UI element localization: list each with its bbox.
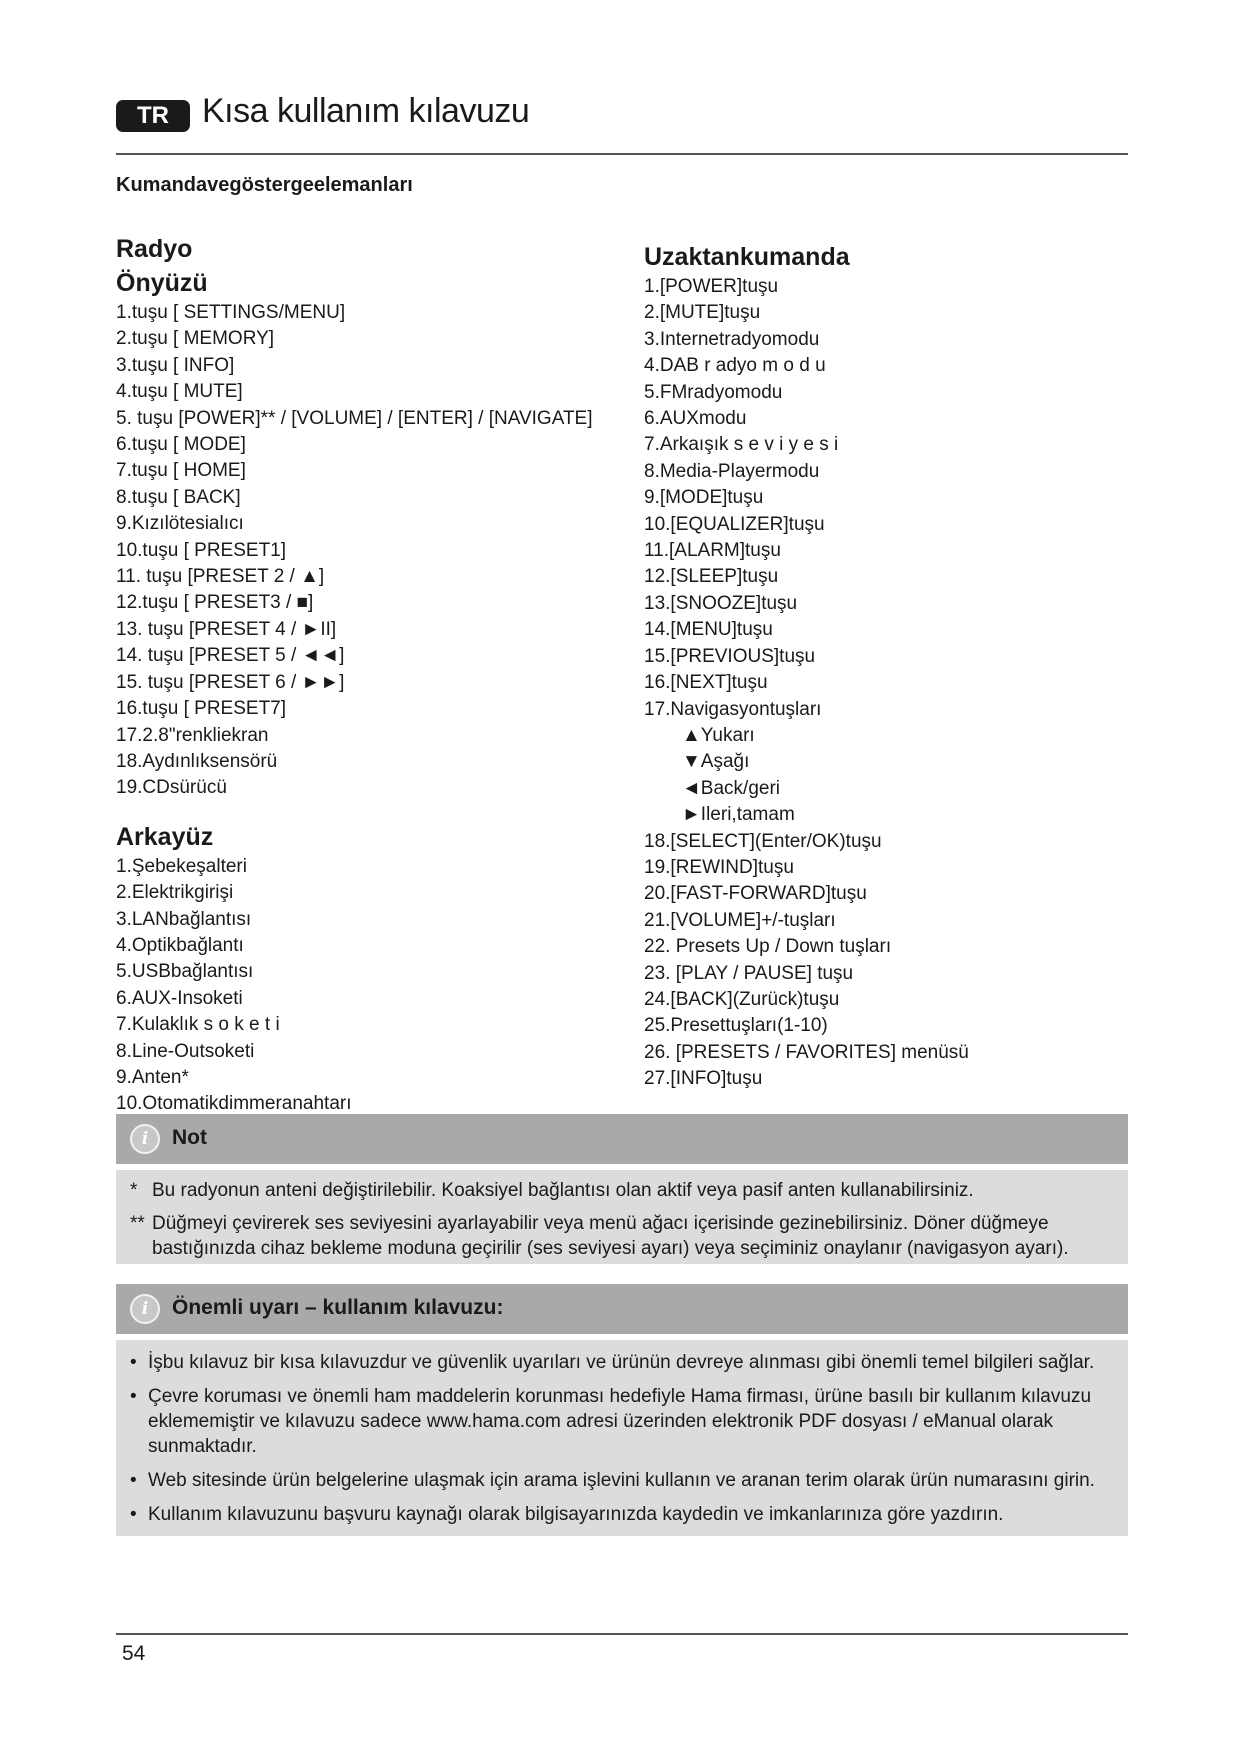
list-item: 4.DAB r adyo m o d u xyxy=(644,355,826,377)
list-item: 19.[REWIND]tuşu xyxy=(644,856,794,878)
list-item: 24.[BACK](Zurück)tuşu xyxy=(644,988,840,1010)
front-title: Önyüzü xyxy=(116,269,208,297)
list-item: 18.[SELECT](Enter/OK)tuşu xyxy=(644,830,882,852)
warning-box xyxy=(116,1340,1128,1536)
info-icon: i xyxy=(130,1124,160,1154)
bullet-icon: • xyxy=(130,1386,137,1407)
page-title: Kısa kullanım kılavuzu xyxy=(202,92,530,130)
list-item: 12.tuşu [ PRESET3 / ■] xyxy=(116,592,314,614)
list-item: 22. Presets Up / Down tuşları xyxy=(644,936,892,958)
list-item: 2.Elektrikgirişi xyxy=(116,882,234,904)
list-item: 8.Line-Outsoketi xyxy=(116,1040,255,1062)
list-item: 14.[MENU]tuşu xyxy=(644,619,773,641)
list-item: 15.[PREVIOUS]tuşu xyxy=(644,645,816,667)
back-panel-list xyxy=(116,854,636,1118)
list-item: 13. tuşu [PRESET 4 / ►II] xyxy=(116,618,337,640)
list-item: 8.Media-Playermodu xyxy=(644,460,820,482)
list-item: 6.AUXmodu xyxy=(644,408,747,430)
list-item: 5. tuşu [POWER]** / [VOLUME] / [ENTER] / [NAVIGATE] xyxy=(116,407,593,429)
remote-title: Uzaktankumanda xyxy=(644,243,850,271)
list-item: 27.[INFO]tuşu xyxy=(644,1068,763,1090)
list-item: 7.Kulaklık s o k e t i xyxy=(116,1014,280,1036)
list-item: 2.tuşu [ MEMORY] xyxy=(116,328,275,350)
header-divider xyxy=(116,153,1128,155)
info-icon: i xyxy=(130,1294,160,1324)
radio-column xyxy=(116,232,636,1118)
list-item: 10.[EQUALIZER]tuşu xyxy=(644,513,825,535)
bullet-icon: • xyxy=(130,1470,137,1491)
list-item: 3.tuşu [ INFO] xyxy=(116,354,235,376)
list-item: 6.tuşu [ MODE] xyxy=(116,434,246,456)
list-item: 7.tuşu [ HOME] xyxy=(116,460,246,482)
list-item: 1.[POWER]tuşu xyxy=(644,276,779,297)
note-box xyxy=(116,1170,1128,1264)
list-item: 5.USBbağlantısı xyxy=(116,961,254,983)
list-item: 17.Navigasyontuşları xyxy=(644,698,822,720)
list-item: 8.tuşu [ BACK] xyxy=(116,486,241,508)
note-item xyxy=(130,1211,1114,1261)
note-text: Bu radyonun anteni değiştirilebilir. Koaksiyel bağlantısı olan aktif veya pasif anten kullanabilirsiniz. xyxy=(152,1180,974,1201)
list-item: 21.[VOLUME]+/-tuşları xyxy=(644,909,836,931)
note-header xyxy=(116,1114,1128,1164)
nav-item-up: ▲Yukarı xyxy=(682,724,755,746)
nav-item-forward: ►Ileri,tamam xyxy=(682,804,795,826)
list-item: 17.2.8"renkliekran xyxy=(116,724,269,746)
front-panel-list xyxy=(116,300,636,802)
list-item: 1.tuşu [ SETTINGS/MENU] xyxy=(116,302,346,323)
list-item: 9.Anten* xyxy=(116,1066,189,1088)
remote-column xyxy=(644,240,1144,1093)
list-item: • Çevre koruması ve önemli ham maddelerin korunması hedefiyle Hama firması, ürüne basılı bir kullanım kılavuzu eklememiştir ve kılavuzu sadece www.hama.com adresi üzerinden elektronik PDF dosyası / eManual olarak sunmaktadır. xyxy=(130,1386,1092,1457)
list-item: 11. tuşu [PRESET 2 / ▲] xyxy=(116,566,325,588)
warning-header xyxy=(116,1284,1128,1334)
list-item: 5.FMradyomodu xyxy=(644,381,783,403)
back-title: Arkayüz xyxy=(116,822,214,851)
list-item: 10.tuşu [ PRESET1] xyxy=(116,539,287,561)
list-item: • Kullanım kılavuzunu başvuru kaynağı olarak bilgisayarınızda kaydedin ve imkanlarınıza göre yazdırın. xyxy=(130,1504,1004,1525)
footer-divider xyxy=(116,1633,1128,1635)
list-item: 14. tuşu [PRESET 5 / ◄◄] xyxy=(116,645,345,667)
section-heading: Kumandavegöstergeelemanları xyxy=(116,174,413,196)
bullet-icon: • xyxy=(130,1352,137,1373)
note-title: Not xyxy=(172,1126,207,1149)
list-item: 2.[MUTE]tuşu xyxy=(644,302,761,324)
list-item: 12.[SLEEP]tuşu xyxy=(644,566,779,588)
list-item: 16.tuşu [ PRESET7] xyxy=(116,698,287,720)
radio-title: Radyo xyxy=(116,235,193,263)
list-item: 19.CDsürücü xyxy=(116,777,227,799)
page-number: 54 xyxy=(122,1642,146,1665)
list-item: 7.Arkaışık s e v i y e s i xyxy=(644,434,839,456)
remote-list xyxy=(644,274,1144,1093)
note-text: Düğmeyi çevirerek ses seviyesini ayarlayabilir veya menü ağacı içerisinde gezinebilirsiniz. Döner düğmeye bastığınızda cihaz bekleme moduna geçirilir (ses seviyesi ayarı) veya seçiminiz onaylanır (navigasyon ayarı). xyxy=(152,1213,1069,1259)
note-marker: * xyxy=(130,1180,138,1201)
list-item: 20.[FAST-FORWARD]tuşu xyxy=(644,883,867,905)
list-item: 9.Kızılötesialıcı xyxy=(116,513,244,535)
list-item: 11.[ALARM]tuşu xyxy=(644,540,781,562)
list-item: 25.Presettuşları(1-10) xyxy=(644,1015,828,1037)
language-badge: TR xyxy=(116,100,190,132)
list-item: 15. tuşu [PRESET 6 / ►►] xyxy=(116,671,345,693)
note-marker: ** xyxy=(130,1213,145,1234)
page-header xyxy=(116,92,1128,154)
list-item: 9.[MODE]tuşu xyxy=(644,487,764,509)
list-item: • Web sitesinde ürün belgelerine ulaşmak için arama işlevini kullanın ve aranan terim olarak ürün numarasını girin. xyxy=(130,1470,1095,1491)
list-item: 4.Optikbağlantı xyxy=(116,934,244,956)
list-item: 13.[SNOOZE]tuşu xyxy=(644,592,798,614)
list-item: 1.Şebekeşalteri xyxy=(116,855,247,877)
list-item: • İşbu kılavuz bir kısa kılavuzdur ve güvenlik uyarıları ve ürünün devreye alınması gibi önemli temel bilgileri sağlar. xyxy=(130,1352,1095,1373)
nav-item-down: ▼Aşağı xyxy=(682,751,750,773)
list-item: 6.AUX-Insoketi xyxy=(116,987,243,1009)
note-item xyxy=(130,1178,1114,1203)
nav-item-back: ◄Back/geri xyxy=(682,777,781,799)
list-item: 16.[NEXT]tuşu xyxy=(644,672,768,694)
list-item: 23. [PLAY / PAUSE] tuşu xyxy=(644,962,854,984)
list-item: 3.Internetradyomodu xyxy=(644,328,820,350)
warning-title: Önemli uyarı – kullanım kılavuzu: xyxy=(172,1296,504,1319)
list-item: 4.tuşu [ MUTE] xyxy=(116,381,243,403)
list-item: 26. [PRESETS / FAVORITES] menüsü xyxy=(644,1041,969,1063)
list-item: 10.Otomatikdimmeranahtarı xyxy=(116,1093,352,1115)
list-item: 3.LANbağlantısı xyxy=(116,908,252,930)
bullet-icon: • xyxy=(130,1504,137,1525)
list-item: 18.Aydınlıksensörü xyxy=(116,750,278,772)
